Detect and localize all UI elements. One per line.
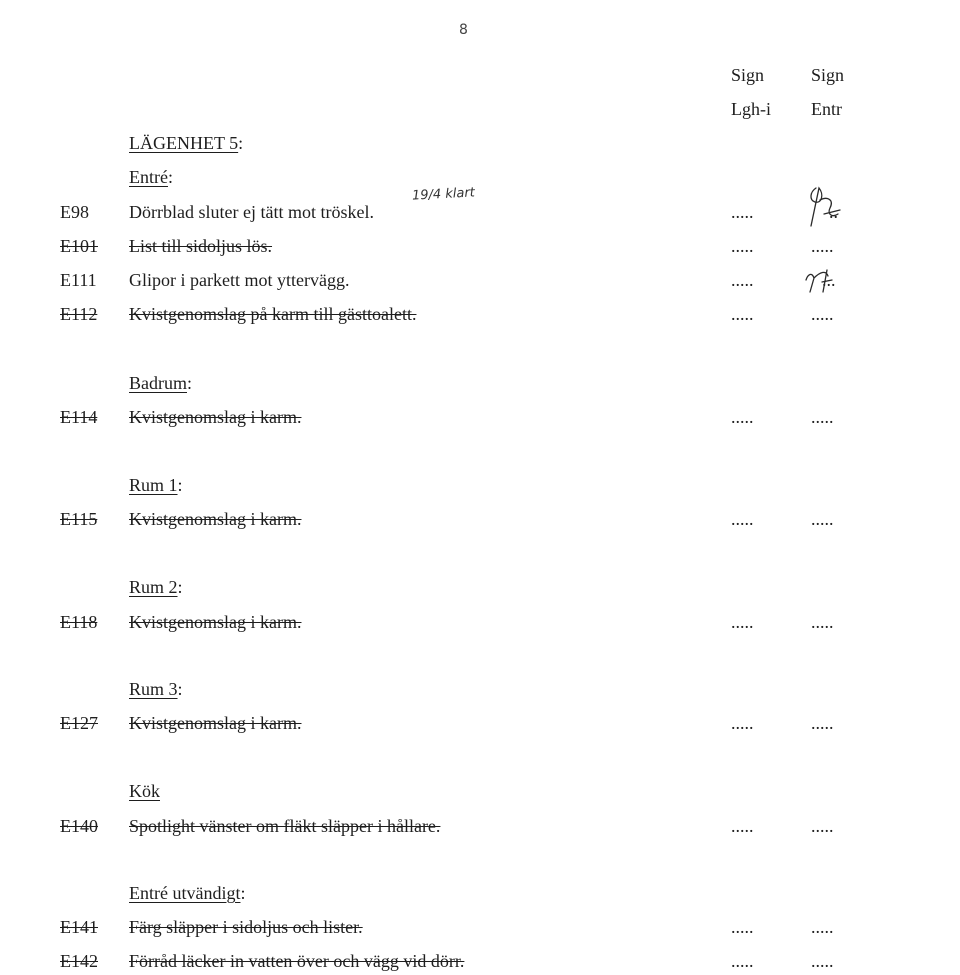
- sign-lgh-dots: .....: [731, 917, 754, 937]
- sign-lgh-subheader: Lgh-i: [731, 99, 771, 119]
- item-code: E101: [60, 236, 98, 256]
- sign-entr-dots: ..: [829, 202, 838, 222]
- item-code: E140: [60, 816, 98, 836]
- item-text: Kvistgenomslag i karm.: [129, 509, 302, 529]
- sign-lgh-dots: .....: [731, 304, 754, 324]
- sign-entr-dots: .....: [811, 236, 834, 256]
- section-heading-rum-2: Rum 2:: [129, 577, 183, 597]
- sign-lgh-dots: .....: [731, 816, 754, 836]
- item-code: E98: [60, 202, 89, 222]
- sign-entr-dots: .....: [811, 816, 834, 836]
- section-heading-rum-3: Rum 3:: [129, 679, 183, 699]
- item-text: Kvistgenomslag på karm till gästtoalett.: [129, 304, 417, 324]
- item-code: E141: [60, 917, 98, 937]
- item-code: E118: [60, 612, 98, 632]
- item-code: E115: [60, 509, 98, 529]
- item-text: Glipor i parkett mot yttervägg.: [129, 270, 350, 290]
- section-heading-rum-1: Rum 1:: [129, 475, 183, 495]
- item-code: E111: [60, 270, 97, 290]
- item-text: List till sidoljus lös.: [129, 236, 273, 256]
- sign-lgh-dots: .....: [731, 612, 754, 632]
- sign-lgh-header: Sign: [731, 65, 765, 85]
- sign-entr-dots: .....: [811, 407, 834, 427]
- sign-lgh-dots: .....: [731, 270, 754, 290]
- item-text: Dörrblad sluter ej tätt mot tröskel.: [129, 202, 374, 222]
- page-number: 8: [459, 22, 468, 38]
- sign-lgh-dots: .....: [731, 236, 754, 256]
- sign-lgh-dots: .....: [731, 713, 754, 733]
- item-code: E114: [60, 407, 98, 427]
- sign-entr-header: Sign: [811, 65, 845, 85]
- sign-entr-dots: .....: [811, 713, 834, 733]
- section-heading-entre: Entré:: [129, 167, 173, 187]
- item-text: Färg släpper i sidoljus och lister.: [129, 917, 363, 937]
- sign-entr-dots: .....: [811, 917, 834, 937]
- sign-lgh-dots: .....: [731, 202, 754, 222]
- sign-entr-subheader: Entr: [811, 99, 842, 119]
- section-heading-badrum: Badrum:: [129, 373, 193, 393]
- item-text: Kvistgenomslag i karm.: [129, 407, 302, 427]
- sign-entr-dots: .....: [811, 509, 834, 529]
- signature-initials-icon: [800, 170, 845, 230]
- apartment-heading: LÄGENHET 5:: [129, 133, 244, 153]
- item-text: Kvistgenomslag i karm.: [129, 612, 302, 632]
- signature-initials-icon: [802, 262, 842, 296]
- sign-lgh-dots: .....: [731, 509, 754, 529]
- item-text: Kvistgenomslag i karm.: [129, 713, 302, 733]
- sign-lgh-dots: .....: [731, 407, 754, 427]
- item-code: E127: [60, 713, 98, 733]
- sign-entr-dots: ...: [822, 270, 836, 290]
- item-code: E112: [60, 304, 98, 324]
- sign-entr-dots: .....: [811, 612, 834, 632]
- section-heading-entre-utvandigt: Entré utvändigt:: [129, 883, 246, 903]
- sign-entr-dots: .....: [811, 304, 834, 324]
- item-code: E142: [60, 951, 98, 971]
- handwritten-note: 19/4 klart: [411, 185, 476, 204]
- sign-entr-dots: .....: [811, 951, 834, 971]
- section-heading-kok: Kök: [129, 781, 160, 801]
- item-text: Spotlight vänster om fläkt släpper i hållare.: [129, 816, 441, 836]
- sign-lgh-dots: .....: [731, 951, 754, 971]
- item-text: Förråd läcker in vatten över och vägg vid dörr.: [129, 951, 465, 971]
